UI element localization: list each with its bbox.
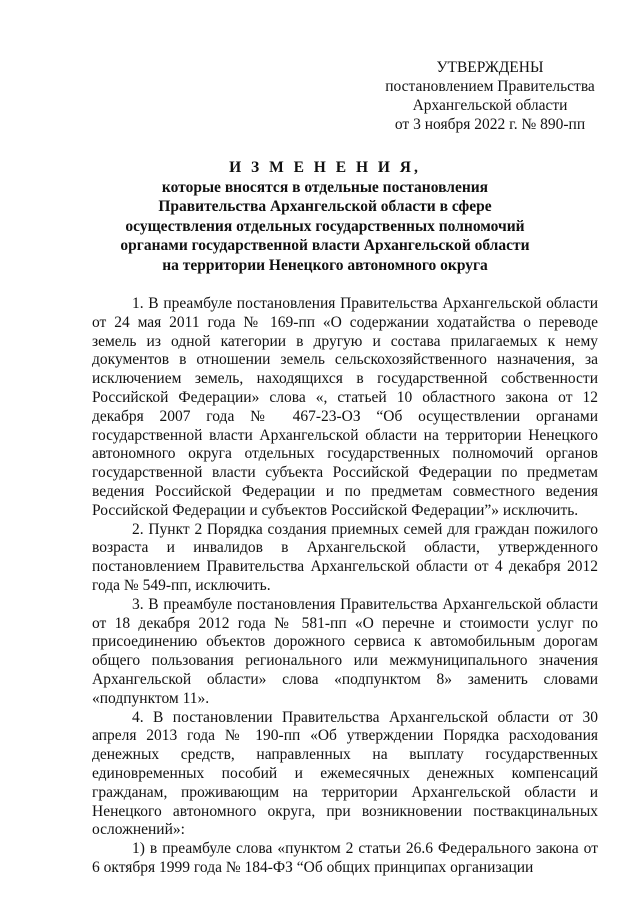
title-line-3: осуществления отдельных государственных полномочий (125, 217, 525, 235)
paragraph-3: 3. В преамбуле постановления Правительства Архангельской области от 18 декабря 2012 года № 581-пп «О перечне и стоимости услуг по присоединению объектов дорожного сервиса к автомобильным дорогам общего пользования регионального или межмуниципального значения Архангельской области» слова «подпунктом 8» заменить словами «подпунктом 11». (92, 595, 598, 707)
paragraph-1: 1. В преамбуле постановления Правительства Архангельской области от 24 мая 2011 года № 169-пп «О содержании ходатайства о переводе земель из одной категории в другую и состава прилагаемых к нему документов в отношении земель сельскохозяйственного назначения, за исключением земель, находящихся в государственной собственности Российской Федерации» слова «, статьей 10 областного закона от 12 декабря 2007 года № 467-23-ОЗ “Об осуществлении органами государственной власти Архангельской области на территории Ненецкого автономного округа отдельных государственных полномочий органов государственной власти субъекта Российской Федерации по предметам ведения Российской Федерации и по предметам совместного ведения Российской Федерации и субъектов Российской Федерации”» исключить. (92, 295, 598, 519)
approval-heading: УТВЕРЖДЕНЫ (436, 59, 544, 76)
document-title (90, 158, 560, 275)
paragraph-4: 4. В постановлении Правительства Архангельской области от 30 апреля 2013 года № 190-пп «Об утверждении Порядка расходования денежных средств, направленных на выплату государственных единовременных пособий и ежемесячных денежных компенсаций гражданам, проживающим на территории Архангельской области и Ненецкого автономного округа, при возникновении поствакцинальных осложнений»: (92, 708, 598, 839)
approval-stamp (380, 58, 600, 134)
paragraph-5: 1) в преамбуле слова «пунктом 2 статьи 26.6 Федерального закона от 6 октября 1999 года № 184-ФЗ “Об общих принципах организации (92, 840, 598, 876)
approval-line-3: Архангельской области (412, 97, 568, 114)
title-line-5: на территории Ненецкого автономного округа (162, 256, 488, 274)
document-body (92, 295, 598, 878)
title-line-1: которые вносятся в отдельные постановления (161, 178, 489, 196)
approval-line-2: постановлением Правительства (385, 78, 595, 95)
paragraph-2: 2. Пункт 2 Порядка создания приемных семей для граждан пожилого возраста и инвалидов в Архангельской области, утвержденного постановлением Правительства Архангельской области от 4 декабря 2012 года № 549-пп, исключить. (92, 520, 598, 594)
approval-line-4: от 3 ноября 2022 г. № 890-пп (394, 116, 586, 133)
title-line-4: органами государственной власти Архангельской области (120, 237, 530, 254)
title-line-2: Правительства Архангельской области в сфере (158, 198, 492, 215)
title-heading: И З М Е Н Е Н И Я, (229, 159, 421, 176)
